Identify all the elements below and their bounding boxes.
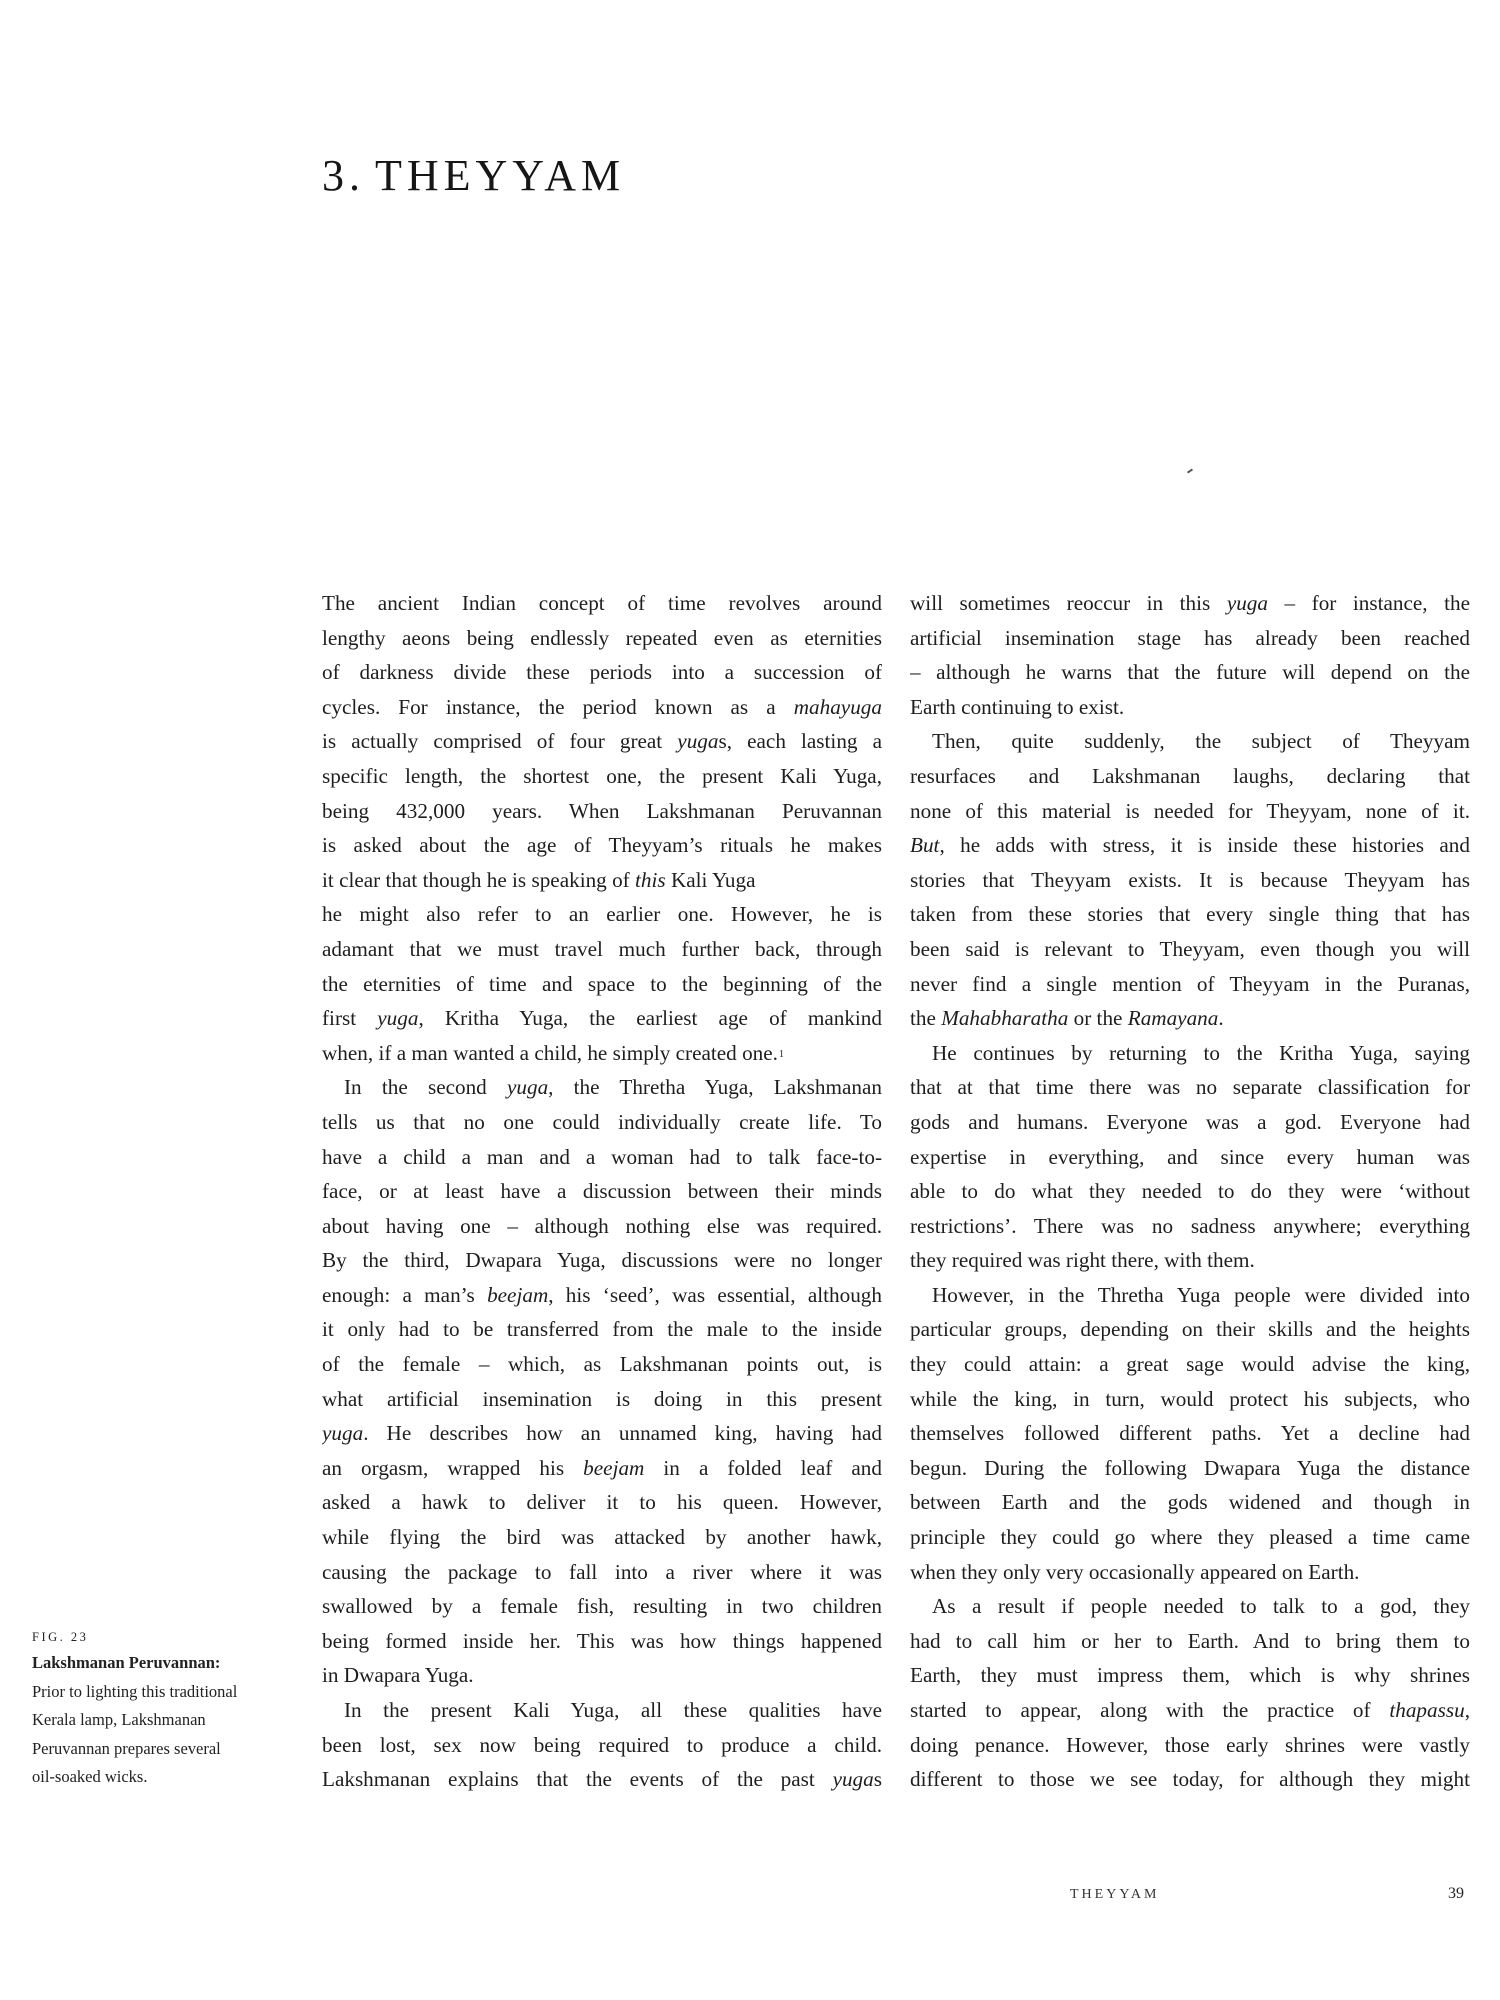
text-line bbox=[910, 690, 1470, 725]
text-line bbox=[910, 1658, 1470, 1693]
text-line bbox=[910, 1762, 1470, 1797]
text-run: restrictions’. There was no sadness anywhere; everything bbox=[910, 1213, 1470, 1238]
text-line bbox=[910, 1728, 1470, 1763]
caption-line: Peruvannan prepares several bbox=[32, 1738, 221, 1758]
text-run: never find a single mention of Theyyam in the Puranas, bbox=[910, 971, 1470, 996]
italic-term: yuga bbox=[832, 1767, 874, 1792]
text-run: what artificial insemination is doing in this present bbox=[322, 1386, 882, 1411]
text-line bbox=[322, 1312, 882, 1347]
text-line bbox=[322, 897, 882, 932]
text-run: Lakshmanan explains that the events of the past bbox=[322, 1767, 833, 1792]
text-line bbox=[910, 655, 1470, 690]
text-line bbox=[910, 1174, 1470, 1209]
text-run: artificial insemination stage has already been reached bbox=[910, 625, 1470, 650]
text-run: when, if a man wanted a child, he simply created one. bbox=[322, 1040, 778, 1065]
text-line bbox=[322, 586, 882, 621]
text-line bbox=[910, 1416, 1470, 1451]
text-run: able to do what they needed to do they were ‘without bbox=[910, 1179, 1470, 1204]
text-run: while flying the bird was attacked by another hawk, bbox=[322, 1525, 882, 1550]
text-line bbox=[910, 828, 1470, 863]
text-run: swallowed by a female fish, resulting in two children bbox=[322, 1594, 882, 1619]
text-run: it clear that though he is speaking of bbox=[322, 867, 636, 892]
text-line bbox=[322, 1624, 882, 1659]
text-run: or the bbox=[1068, 1006, 1128, 1031]
text-line bbox=[322, 828, 882, 863]
italic-term: yuga bbox=[377, 1006, 419, 1031]
text-line bbox=[910, 932, 1470, 967]
text-run: , the Thretha Yuga, Lakshmanan bbox=[548, 1075, 882, 1100]
caption-line: Prior to lighting this traditional bbox=[32, 1681, 238, 1701]
caption-line: oil-soaked wicks. bbox=[32, 1767, 148, 1786]
chapter-title-text: THEYYAM bbox=[375, 151, 626, 200]
text-line bbox=[910, 1451, 1470, 1486]
text-line bbox=[322, 1105, 882, 1140]
text-line bbox=[910, 1070, 1470, 1105]
text-run: expertise in everything, and since every human was bbox=[910, 1144, 1470, 1169]
text-run: lengthy aeons being endlessly repeated even as eternities bbox=[322, 625, 882, 650]
text-line bbox=[322, 1555, 882, 1590]
text-run: in Dwapara Yuga. bbox=[322, 1663, 474, 1688]
italic-term: But bbox=[910, 833, 940, 858]
text-run: s bbox=[873, 1767, 882, 1792]
paragraph-first-line bbox=[322, 1693, 882, 1728]
italic-term: this bbox=[635, 867, 666, 892]
text-run: they could attain: a great sage would advise the king, bbox=[910, 1352, 1470, 1377]
text-line bbox=[322, 655, 882, 690]
text-line bbox=[910, 1140, 1470, 1175]
text-line bbox=[910, 1105, 1470, 1140]
text-run: the eternities of time and space to the beginning of the bbox=[322, 971, 882, 996]
italic-term: beejam bbox=[487, 1282, 549, 1307]
chapter-title bbox=[322, 150, 625, 201]
text-run: they required was right there, with them. bbox=[910, 1248, 1255, 1273]
text-run: begun. During the following Dwapara Yuga the distance bbox=[910, 1455, 1470, 1480]
text-run: s, each lasting a bbox=[718, 729, 882, 754]
text-line bbox=[910, 794, 1470, 829]
paragraph-first-line bbox=[910, 1589, 1470, 1624]
text-line bbox=[322, 794, 882, 829]
scan-artifact-mark bbox=[1187, 468, 1193, 473]
text-run: the bbox=[910, 1006, 942, 1031]
text-line bbox=[910, 1209, 1470, 1244]
text-line bbox=[322, 863, 882, 898]
text-line bbox=[910, 1520, 1470, 1555]
text-run: when they only very occasionally appeared on Earth. bbox=[910, 1559, 1360, 1584]
text-run: face, or at least have a discussion between their minds bbox=[322, 1179, 882, 1204]
text-line bbox=[322, 1520, 882, 1555]
text-run: Earth, they must impress them, which is why shrines bbox=[910, 1663, 1470, 1688]
footnote-marker: 1 bbox=[778, 1048, 784, 1060]
text-run: . He describes how an unnamed king, having had bbox=[363, 1421, 882, 1446]
text-line bbox=[910, 1312, 1470, 1347]
text-run: Kali Yuga bbox=[665, 867, 756, 892]
text-line bbox=[910, 1001, 1470, 1036]
text-run: specific length, the shortest one, the present Kali Yuga, bbox=[322, 763, 882, 788]
text-run: However, in the Thretha Yuga people were divided into bbox=[932, 1282, 1470, 1307]
text-line bbox=[910, 1555, 1470, 1590]
italic-term: yuga bbox=[677, 729, 719, 754]
text-line bbox=[322, 932, 882, 967]
text-run: – for instance, the bbox=[1268, 591, 1470, 615]
text-line bbox=[322, 759, 882, 794]
text-line bbox=[322, 1174, 882, 1209]
text-run: will sometimes reoccur in this bbox=[910, 591, 1227, 615]
text-line bbox=[322, 1416, 882, 1451]
page-number: 39 bbox=[1448, 1885, 1464, 1902]
text-run: is asked about the age of Theyyam’s rituals he makes bbox=[322, 833, 882, 858]
text-run: been said is relevant to Theyyam, even though you will bbox=[910, 936, 1470, 961]
text-run: themselves followed different paths. Yet a decline had bbox=[910, 1421, 1470, 1446]
chapter-number: 3. bbox=[322, 151, 365, 200]
text-run: about having one – although nothing else was required. bbox=[322, 1213, 882, 1238]
text-line bbox=[322, 967, 882, 1002]
text-run: The ancient Indian concept of time revolves around bbox=[322, 591, 882, 615]
text-run: none of this material is needed for Theyyam, none of it. bbox=[910, 798, 1470, 823]
text-line bbox=[322, 1243, 882, 1278]
text-run: – although he warns that the future will depend on the bbox=[910, 660, 1470, 685]
text-run: being formed inside her. This was how things happened bbox=[322, 1628, 882, 1653]
text-line bbox=[910, 1382, 1470, 1417]
text-line bbox=[322, 621, 882, 656]
text-line bbox=[322, 1140, 882, 1175]
text-run: of the female – which, as Lakshmanan points out, is bbox=[322, 1352, 882, 1377]
figure-label: FIG. 23 bbox=[32, 1630, 89, 1644]
italic-term: Mahabharatha bbox=[941, 1006, 1069, 1031]
text-line bbox=[910, 759, 1470, 794]
text-run: , Kritha Yuga, the earliest age of mankind bbox=[418, 1006, 882, 1031]
paragraph-first-line bbox=[910, 1036, 1470, 1071]
text-run: In the present Kali Yuga, all these qualities have bbox=[344, 1698, 882, 1722]
text-run: being 432,000 years. When Lakshmanan Peruvannan bbox=[322, 798, 882, 823]
text-run: first bbox=[322, 1006, 378, 1031]
text-run: while the king, in turn, would protect his subjects, who bbox=[910, 1386, 1470, 1411]
text-run: cycles. For instance, the period known as a bbox=[322, 694, 794, 719]
text-run: Earth continuing to exist. bbox=[910, 694, 1125, 719]
italic-term: beejam bbox=[583, 1455, 645, 1480]
text-line bbox=[910, 1693, 1470, 1728]
text-run: between Earth and the gods widened and though in bbox=[910, 1490, 1470, 1515]
text-line bbox=[910, 1347, 1470, 1382]
text-run: particular groups, depending on their skills and the heights bbox=[910, 1317, 1470, 1342]
italic-term: thapassu bbox=[1389, 1698, 1465, 1722]
text-line bbox=[322, 1762, 882, 1797]
paragraph-first-line bbox=[910, 724, 1470, 759]
caption-line: Kerala lamp, Lakshmanan bbox=[32, 1710, 206, 1729]
text-line bbox=[910, 967, 1470, 1002]
text-line bbox=[322, 1728, 882, 1763]
text-run: that at that time there was no separate classification for bbox=[910, 1075, 1470, 1100]
text-line bbox=[322, 724, 882, 759]
running-head: THEYYAM bbox=[1070, 1887, 1160, 1902]
text-run: As a result if people needed to talk to a god, they bbox=[932, 1594, 1470, 1619]
text-run: principle they could go where they pleased a time came bbox=[910, 1525, 1470, 1550]
text-run: in a folded leaf and bbox=[644, 1455, 882, 1480]
text-line bbox=[322, 1589, 882, 1624]
text-run: resurfaces and Lakshmanan laughs, declaring that bbox=[910, 763, 1470, 788]
text-run: doing penance. However, those early shrines were vastly bbox=[910, 1732, 1470, 1757]
figure-title: Lakshmanan Peruvannan: bbox=[32, 1653, 221, 1672]
text-run: stories that Theyyam exists. It is because Theyyam has bbox=[910, 867, 1470, 892]
text-run: of darkness divide these periods into a succession of bbox=[322, 660, 882, 685]
text-run: he might also refer to an earlier one. However, he is bbox=[322, 902, 882, 927]
text-run: In the second bbox=[344, 1075, 507, 1100]
text-run: Then, quite suddenly, the subject of Theyyam bbox=[932, 729, 1470, 754]
text-line bbox=[910, 586, 1470, 621]
text-run: started to appear, along with the practice of bbox=[910, 1698, 1390, 1722]
text-run: taken from these stories that every single thing that has bbox=[910, 902, 1470, 927]
text-line bbox=[322, 1001, 882, 1036]
paragraph-first-line bbox=[322, 1070, 882, 1105]
body-column-left bbox=[322, 586, 882, 1797]
text-line bbox=[322, 1485, 882, 1520]
text-run: gods and humans. Everyone was a god. Everyone had bbox=[910, 1109, 1470, 1134]
text-line bbox=[322, 1382, 882, 1417]
text-run: . bbox=[1218, 1006, 1224, 1031]
text-line bbox=[910, 621, 1470, 656]
text-run: adamant that we must travel much further back, through bbox=[322, 936, 882, 961]
italic-term: yuga bbox=[506, 1075, 549, 1100]
text-run: causing the package to fall into a river where it was bbox=[322, 1559, 882, 1584]
text-line bbox=[910, 1485, 1470, 1520]
italic-term: yuga bbox=[1226, 591, 1268, 615]
text-run: enough: a man’s bbox=[322, 1282, 488, 1307]
text-line bbox=[322, 1658, 882, 1693]
text-line bbox=[910, 897, 1470, 932]
text-run: By the third, Dwapara Yuga, discussions were no longer bbox=[322, 1248, 882, 1273]
text-line bbox=[322, 1451, 882, 1486]
text-line bbox=[322, 690, 882, 725]
figure-caption bbox=[32, 1627, 302, 1792]
text-run: , bbox=[1464, 1698, 1470, 1722]
paragraph-first-line bbox=[910, 1278, 1470, 1313]
text-run: been lost, sex now being required to produce a child. bbox=[322, 1732, 882, 1757]
text-run: is actually comprised of four great bbox=[322, 729, 678, 754]
text-run: He continues by returning to the Kritha Yuga, saying bbox=[932, 1040, 1470, 1065]
text-line bbox=[322, 1347, 882, 1382]
text-run: asked a hawk to deliver it to his queen. However, bbox=[322, 1490, 882, 1515]
text-line bbox=[910, 1624, 1470, 1659]
text-line bbox=[910, 863, 1470, 898]
italic-term: mahayuga bbox=[793, 694, 882, 719]
text-line bbox=[322, 1209, 882, 1244]
text-line bbox=[322, 1278, 882, 1313]
italic-term: yuga bbox=[322, 1421, 364, 1446]
text-run: tells us that no one could individually create life. To bbox=[322, 1109, 882, 1134]
body-column-right bbox=[910, 586, 1470, 1797]
text-run: , his ‘seed’, was essential, although bbox=[548, 1282, 882, 1307]
text-line bbox=[910, 1243, 1470, 1278]
text-run: had to call him or her to Earth. And to bring them to bbox=[910, 1628, 1470, 1653]
text-run: , he adds with stress, it is inside these histories and bbox=[939, 833, 1470, 858]
text-run: have a child a man and a woman had to talk face-to- bbox=[322, 1144, 882, 1169]
text-run: an orgasm, wrapped his bbox=[322, 1455, 584, 1480]
text-line bbox=[322, 1036, 882, 1071]
text-run: different to those we see today, for although they might bbox=[910, 1767, 1470, 1792]
text-run: it only had to be transferred from the male to the inside bbox=[322, 1317, 882, 1342]
italic-term: Ramayana bbox=[1127, 1006, 1219, 1031]
